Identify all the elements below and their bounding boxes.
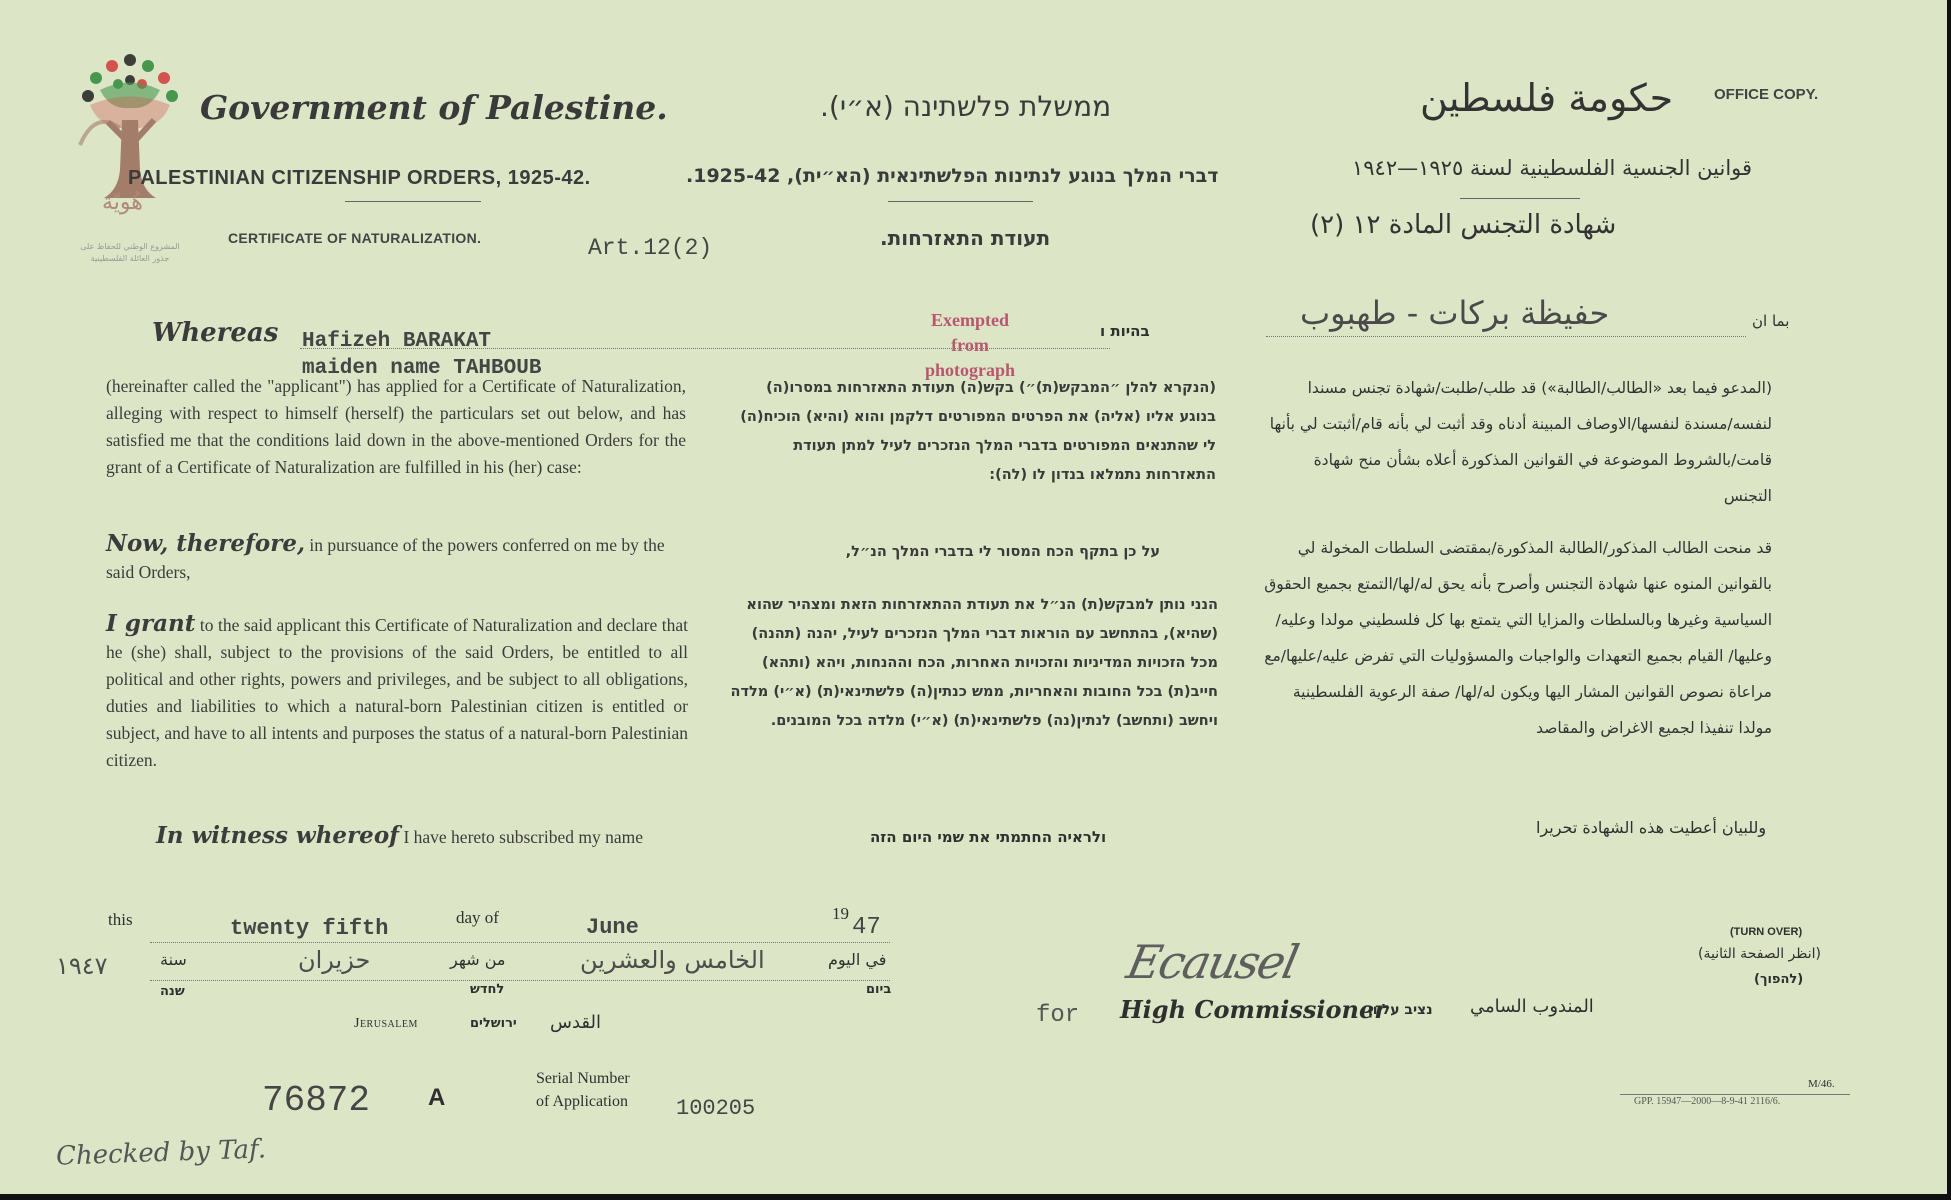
office-copy-label: OFFICE COPY. [1714,86,1819,103]
checked-by-note: Checked by Taf. [55,1134,267,1172]
date-this-label: this [108,910,133,929]
date-year-value: 47 [852,914,881,941]
place-hebrew: ירושלים [470,1016,517,1031]
grant-lead: I grant [106,610,196,637]
whereas-paragraph-english: (hereinafter called the "applicant") has applied for a Certificate of Naturalization, alleging with respect to himself (herself) the particulars set out below, and has satisfied me that the conditions laid down in the above-mentioned Orders for the grant of a Certificate of Naturalization are fulfilled in his (her) case: [106,376,686,477]
orders-english: PALESTINIAN CITIZENSHIP ORDERS, 1925-42. [128,167,591,189]
article-number: Art.12(2) [588,235,713,261]
date-ar-year-value: ١٩٤٧ [56,952,108,980]
grant-paragraph-hebrew: הנני נותן למבקש(ת) הנ״ל את תעודת ההתאזרחות הזאת ומצהיר שהוא (שהיא), בהתחשב עם הוראות דברי המלך הנזכרים לעיל, יהנה (תהנה) מכל הזכויות המדיניות והזכויות האחרות, הכח וההנחות, ויהא (ותהא) חייב(ת) בכל החובות והאחריות, ממש כנתין(ה) פלשתינאי(ת) (א״י) מלדה ויחשב (ותחשב) לנתין(נה) פלשתינאי(ת) (א״י) מלדה בכל המובנים. [730,597,1218,729]
witness-text: I have hereto subscribed my name [403,827,644,847]
certificate-series: A [428,1084,446,1111]
form-code: M/46. [1808,1078,1835,1090]
turn-over-arabic: (انظر الصفحة الثانية) [1698,946,1822,962]
whereas-label: Whereas [152,318,279,348]
whereas-label-arabic: بما ان [1752,312,1790,330]
date-ar-month-label: من شهر [450,950,506,969]
date-he-year-label: שנה [160,984,185,999]
serial-number-label-2: of Application [536,1093,628,1110]
orders-arabic: قوانين الجنسية الفلسطينية لسنة ١٩٢٥—١٩٤٢ [1352,156,1753,180]
whereas-paragraph-hebrew: (הנקרא להלן ״המבקש(ת)״) בקש(ה) תעודת התאזרחות במסרו(ה) בנוגע אליו (אליה) את הפרטים המפורטים דלקמן והוא (והיא) הוכיח(ה) לי שהתנאים המפורטים בדברי המלך הנזכרים לעיל למתן תעודת התאזרחות נתמלאו בנדון לו (לה): [740,380,1216,483]
hawiya-logo [60,50,200,270]
title-arabic: حكومة فلسطين [1420,76,1674,120]
date-ar-day-value: الخامس والعشرين [580,946,765,974]
now-therefore-text: in pursuance of the powers conferred on me by the said Orders, [106,535,665,582]
grant-paragraph-arabic: قد منحت الطالب المذكور/الطالبة المذكورة/بمقتضى السلطات المخولة لي بالقوانين المنوه عنها شهادة التجنس وأصرح بأنه يحق له/لها/التمتع بجميع الحقوق السياسية وغيرها وبالسلطات والمزايا التي يتمتع بها كل فلسطيني مولدا وعليه/وعليها/ القيام بجميع التعهدات والواجبات والمسؤوليات التي تفرض عليه/عليها/مع مراعاة نصوص القوانين المشار اليها ويكون له/لها/ صفة الرعوية الفلسطينية مولدا تنفيذا لجميع الاغراض والمقاصد [1264,539,1772,737]
grant-text: to the said applicant this Certificate of Naturalization and declare that he (she) shall, subject to the provisions of the said Orders, be entitled to all political and other rights, powers and privileges, and be subject to all obligations, duties and liabilities to which a natural-born Palestinian citizen is entitled or subject, and have to all intents and purposes the status of a natural-born Palestinian citizen. [106,615,689,770]
applicant-name: Hafizeh BARAKAT [302,330,492,353]
date-day-value: twenty fifth [230,916,389,941]
date-year-prefix: 19 [832,904,849,923]
orders-hebrew: דברי המלך בנוגע לנתינות הפלשתינאית (הא״ית), 1925-42. [686,165,1219,187]
turn-over-hebrew: (להפוך) [1754,972,1804,987]
orders-rule-right [1460,198,1580,199]
date-ar-day-label: في اليوم [828,950,887,969]
orders-rule-left [345,201,481,202]
certificate-of-naturalization-hebrew: תעודת התאזרחות. [880,226,1051,250]
certificate-number: 76872 [262,1080,371,1121]
now-therefore-lead: Now, therefore, [106,530,306,557]
certificate-of-naturalization-arabic: شهادة التجنس المادة ١٢ (٢) [1310,210,1617,240]
whereas-arabic-dotted-line [1266,336,1746,337]
turn-over-english: (TURN OVER) [1730,926,1803,938]
stamp-line-2: from [951,335,989,355]
whereas-label-hebrew: בהיות ו [1100,322,1150,340]
logo-arabic-word: هُويّة [102,190,143,215]
place-english: Jerusalem [354,1016,418,1031]
exempted-from-photograph-stamp [910,308,1030,383]
commissioner-signature: Ecausel [1122,935,1302,989]
date-month-value: June [586,915,639,940]
title-hebrew: ממשלת פלשתינה (א״י). [820,90,1112,123]
serial-number-value: 100205 [676,1096,756,1121]
stamp-line-3: photograph [924,360,1016,380]
date-dotted-line-english [150,942,890,943]
date-ar-month-value: حزيران [298,946,371,974]
serial-number-label-1: Serial Number [536,1070,630,1087]
printer-line: GPP. 15947—2000—8-9-41 2116/6. [1634,1096,1781,1107]
witness-arabic: وللبيان أعطيت هذه الشهادة تحريرا [1536,818,1767,837]
orders-rule-center [888,201,1033,202]
applicant-maiden-name: maiden name TAHBOUB [302,357,542,380]
place-arabic: القدس [550,1012,602,1033]
date-he-month-label: לחדש [470,982,505,997]
high-commissioner-hebrew: נציב עליון [1368,1002,1433,1018]
date-he-day-label: ביום [866,982,892,997]
whereas-paragraph-arabic: (المدعو فيما بعد «الطالب/الطالبة») قد طلب/طلبت/شهادة تجنس مسندا لنفسه/مسندة لنفسها/الاوصاف المبينة أدناه وقد أثبت لي بأنه قام/أثبتت لي بأنها قامت/بالشروط الموضوعة في القوانين المذكورة أعلاه بشأن منح شهادة التجنس [1269,379,1772,505]
high-commissioner-english: High Commissioner [1120,995,1387,1024]
logo-caption-line1: المشروع الوطني للحفاظ على [80,242,180,251]
witness-hebrew: ולראיה החתמתי את שמי היום הזה [870,828,1107,846]
date-dotted-line-arabic [150,980,890,981]
now-therefore-english [106,530,686,586]
witness-english [156,822,716,851]
printer-rule [1620,1094,1850,1095]
certificate-of-naturalization-english: CERTIFICATE OF NATURALIZATION. [228,230,482,246]
grant-paragraph-english [106,610,688,774]
stamp-line-1: Exempted [931,310,1009,330]
handwritten-arabic-applicant-name: حفيظة بركات - طهبوب [1300,294,1610,332]
date-day-of-label: day of [456,908,499,927]
logo-caption-line2: جذور العائلة الفلسطينية [90,254,170,263]
now-therefore-hebrew: על כן בתקף הכח המסור לי בדברי המלך הנ״ל, [845,544,1160,560]
signature-for-label: for [1036,1002,1080,1029]
title-english: Government of Palestine. [200,88,668,127]
date-ar-year-label: سنة [160,950,187,969]
high-commissioner-arabic: المندوب السامي [1470,996,1594,1017]
witness-lead: In witness whereof [156,822,400,849]
